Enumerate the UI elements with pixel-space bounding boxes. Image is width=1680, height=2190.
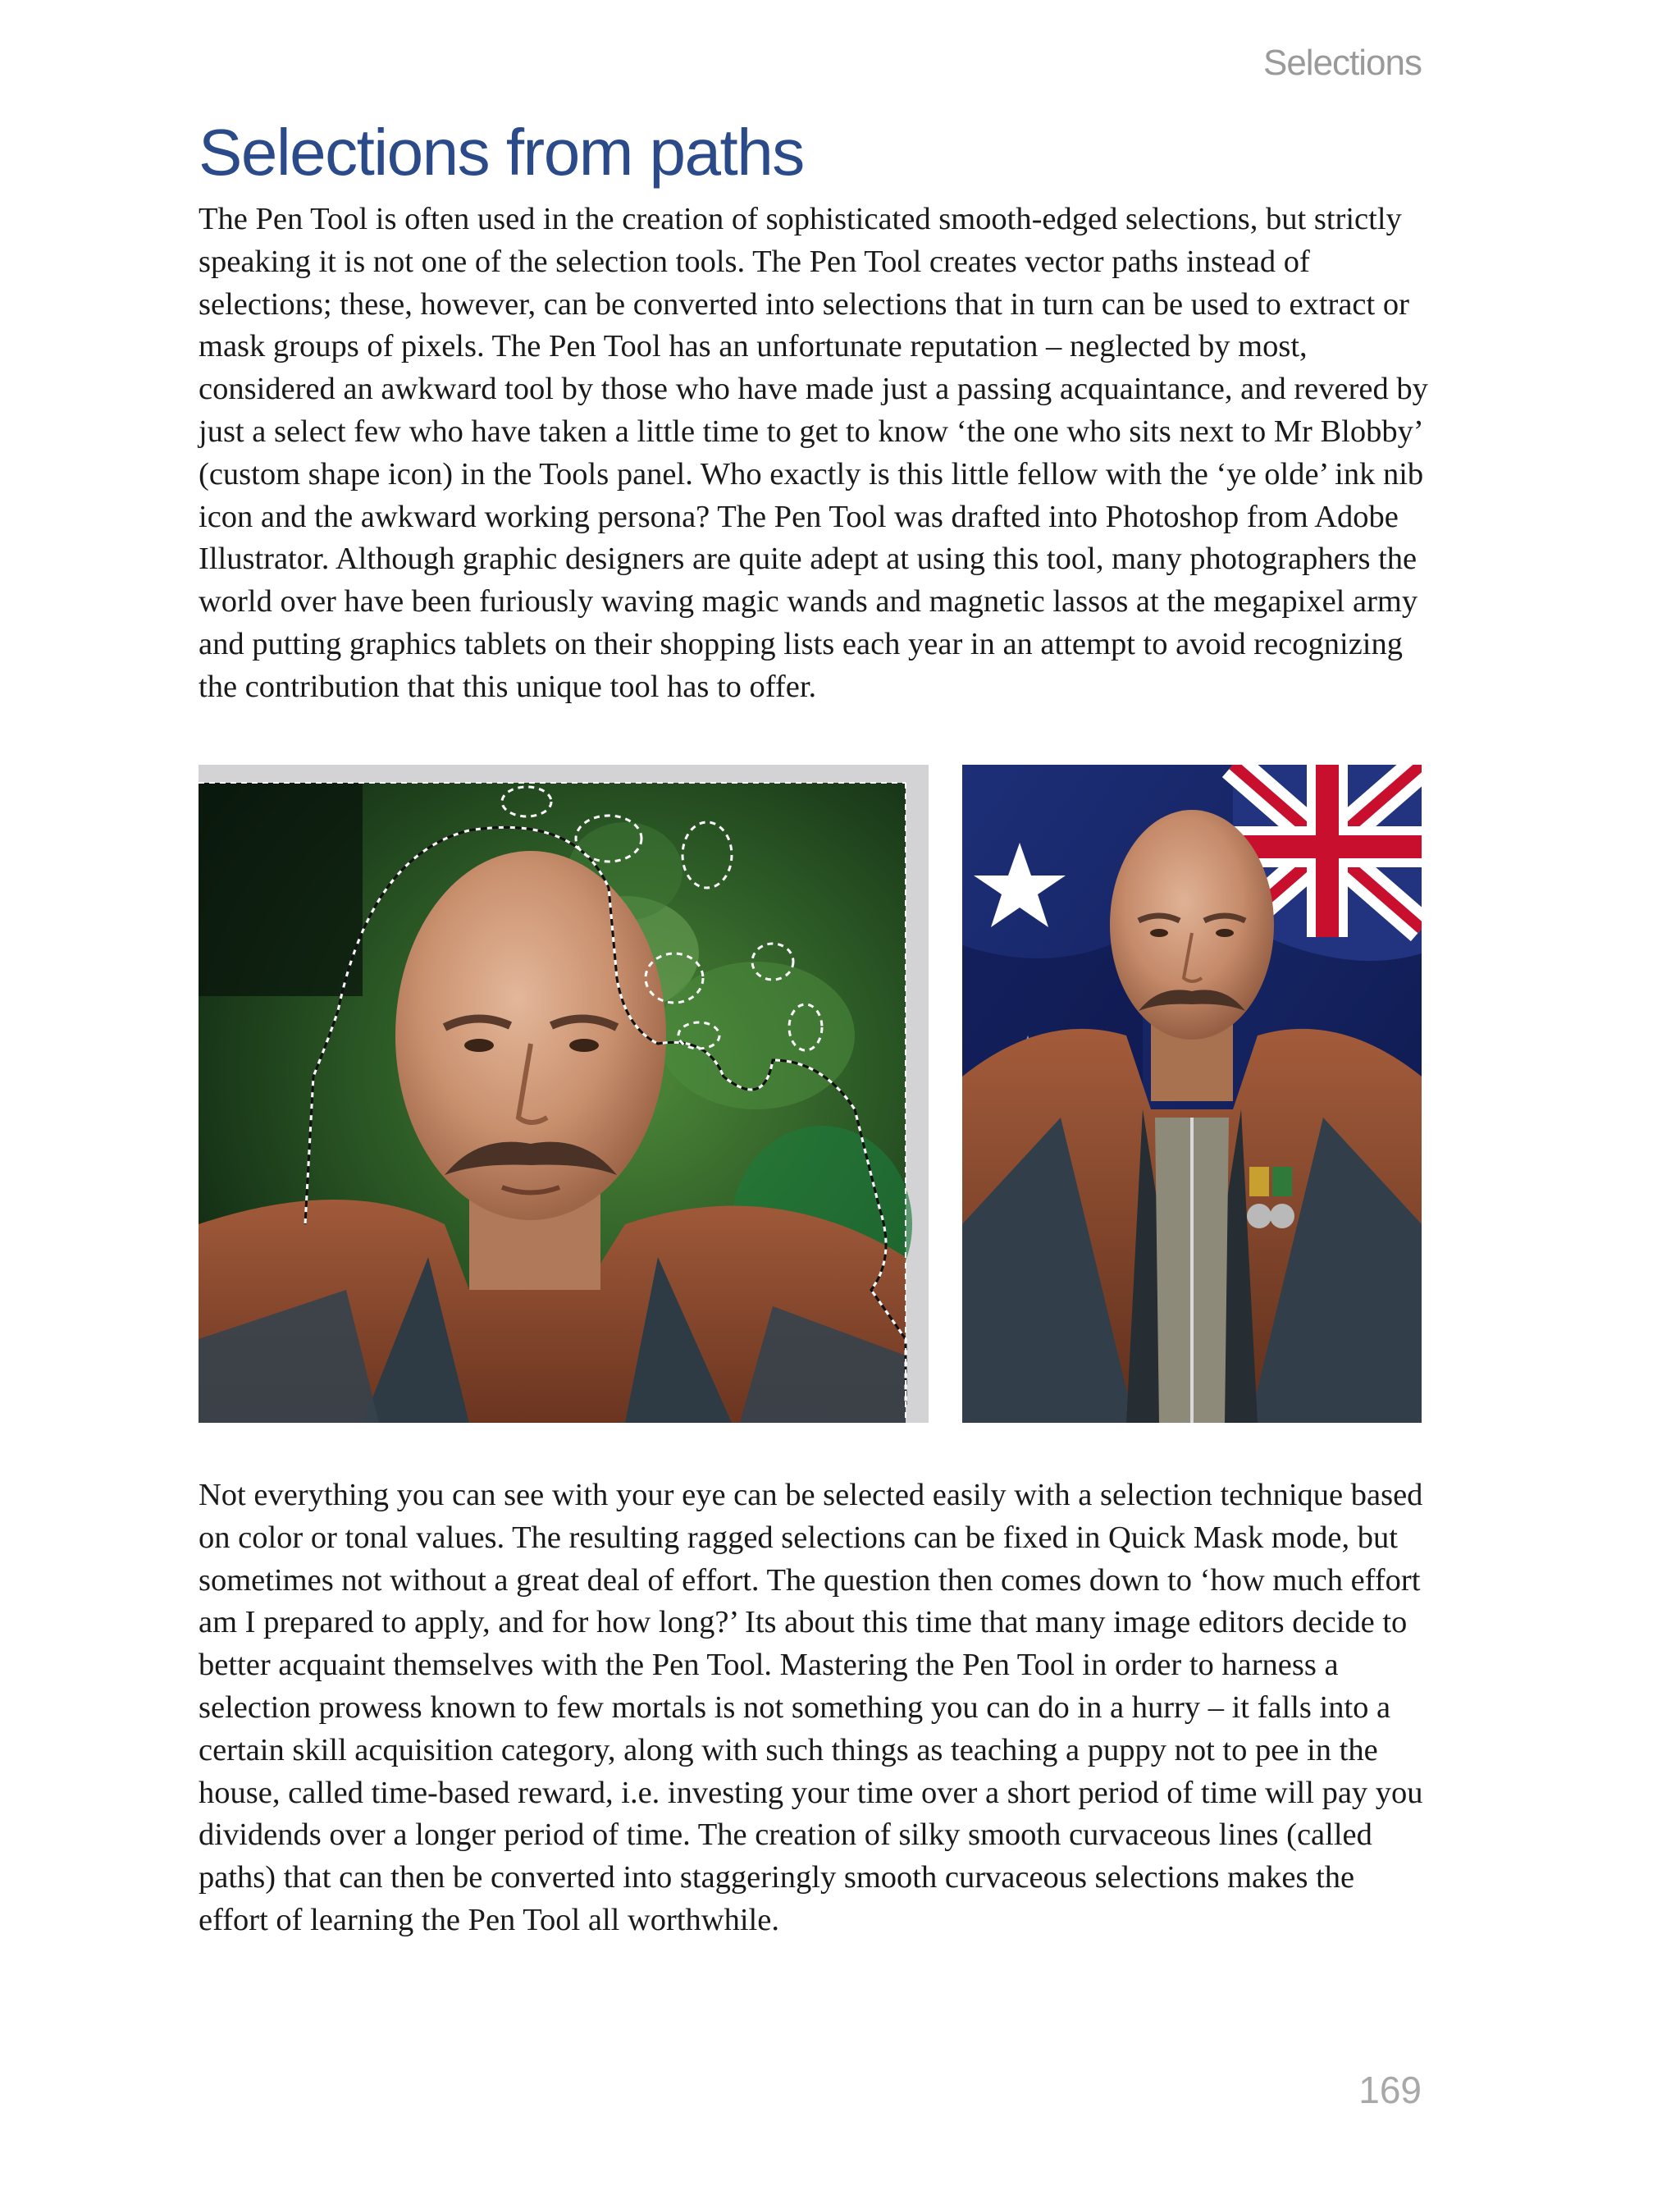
running-head: Selections: [1262, 43, 1422, 83]
intro-paragraph: The Pen Tool is often used in the creation of sophisticated smooth-edged selections, but strictly speaking it is not one of the selection tools. The Pen Tool creates vector paths instead of selections; these, however, can be converted into selections that in turn can be used to extract or mask groups of pixels. The Pen Tool has an unfortunate reputation – neglected by most, considered an awkward tool by those who have made just a passing acquaintance, and revered by just a select few who have taken a little time to get to know ‘the one who sits next to Mr Blobby’ (custom shape icon) in the Tools panel. Who exactly is this little fellow with the ‘ye olde’ ink nib icon and the awkward working persona? The Pen Tool was drafted into Photoshop from Adobe Illustrator. Although graphic designers are quite adept at using this tool, many photographers the world over have been furiously waving magic wands and magnetic lassos at the megapixel army and putting graphics tablets on their shopping lists each year in an attempt to avoid recognizing the contribution that this unique tool has to offer.: [199, 202, 1428, 704]
composite-figure: [962, 765, 1422, 1423]
page-number: 169: [1358, 2069, 1422, 2111]
ragged-selection-figure: [199, 765, 929, 1423]
closing-paragraph: Not everything you can see with your eye can be selected easily with a selection technique based on color or tonal values. The resulting ragged selections can be fixed in Quick Mask mode, but sometimes not without a great deal of effort. The question then comes down to ‘how much effort am I prepared to apply, and for how long?’ Its about this time that many image editors decide to better acquaint themselves with the Pen Tool. Mastering the Pen Tool in order to harness a selection prowess known to few mortals is not something you can do in a hurry – it falls into a certain skill acquisition category, along with such things as teaching a puppy not to pee in the house, called time-based reward, i.e. investing your time over a short period of time will pay you dividends over a longer period of time. The creation of silky smooth curvaceous lines (called paths) that can then be converted into staggeringly smooth curvaceous selections makes the effort of learning the Pen Tool all worthwhile.: [199, 1478, 1423, 1937]
section-title: Selections from paths: [199, 116, 804, 189]
composite-illustration: [962, 765, 1422, 1423]
ragged-selection-illustration: [199, 765, 929, 1423]
